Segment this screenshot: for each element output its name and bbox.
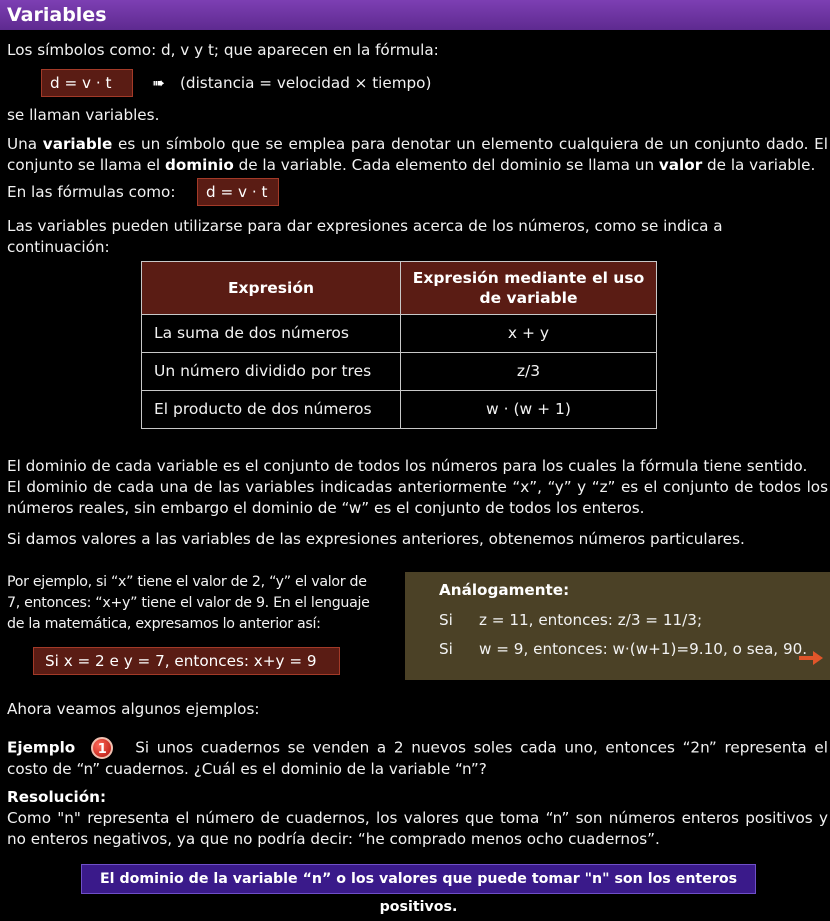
variable-definition: Una variable es un símbolo que se emplea para denotar un elemento cualquiera de un conjunto dado. El conjunto se llama el dominio de la variable. Cada elemento del dominio se llama un valor de la variable. (7, 135, 828, 174)
formulas-label: En las fórmulas como: (7, 183, 176, 201)
table-row (142, 353, 657, 391)
term-variable: variable (42, 135, 113, 153)
example-number-badge: 1 (91, 737, 113, 759)
conclusion-box: El dominio de la variable “n” o los valores que puede tomar "n" son los enteros positivos. (81, 864, 756, 894)
next-arrow-icon (798, 650, 824, 666)
domain-text-1: El dominio de cada variable es el conjunto de todos los números para los cuales la fórmula tiene sentido. (7, 457, 808, 475)
table-header: Expresión mediante el uso de variable (401, 262, 657, 315)
table-cell: w · (w + 1) (401, 391, 657, 429)
analog-row: Si z = 11, entonces: z/3 = 11/3; (439, 611, 703, 629)
page-title: Variables (0, 0, 830, 30)
table-row (142, 391, 657, 429)
ejemplo-label: Ejemplo (7, 738, 76, 757)
values-text: Si damos valores a las variables de las expresiones anteriores, obtenemos números particulares. (7, 530, 745, 548)
table-header: Expresión (142, 262, 401, 315)
resolucion-text: Como "n" representa el número de cuadernos, los valores que toma “n” son números enteros positivos y no enteros negativos, ya que no podría decir: “he comprado menos ocho cuadernos”. (7, 809, 828, 848)
term-valor: valor (658, 156, 703, 174)
arrow-icon: ➠ (152, 74, 165, 92)
examples-intro: Ahora veamos algunos ejemplos: (7, 700, 260, 718)
analog-panel (405, 572, 830, 680)
intro-text: Los símbolos como: d, v y t; que aparecen en la fórmula: (7, 41, 439, 59)
analog-heading: Análogamente: (439, 581, 570, 599)
example-box: Si x = 2 e y = 7, entonces: x+y = 9 (33, 647, 340, 675)
example-1: Ejemplo 1 Si unos cuadernos se venden a 2 nuevos soles cada uno, entonces “2n” representa el costo de “n” cuadernos. ¿Cuál es el dominio de la variable “n”? (7, 738, 828, 778)
table-row (142, 315, 657, 353)
usage-text: Las variables pueden utilizarse para dar expresiones acerca de los números, como se indica a continuación: (7, 217, 723, 256)
domain-text-2: El dominio de cada una de las variables indicadas anteriormente “x”, “y” y “z” es el conjunto de todos los números reales, sin embargo el dominio de “w” es el conjunto de todos los enteros. (7, 478, 828, 517)
table-cell: El producto de dos números (142, 391, 401, 429)
table-header-row (142, 262, 657, 315)
formula-box-2: d = v · t (197, 178, 279, 206)
formula-meaning: (distancia = velocidad × tiempo) (180, 74, 432, 92)
example-paragraph: Por ejemplo, si “x” tiene el valor de 2, “y” el valor de 7, entonces: “x+y” tiene el valor de 9. En el lenguaje de la matemática, expresamos lo anterior así: (7, 574, 370, 632)
analog-row: Si w = 9, entonces: w·(w+1)=9.10, o sea, 90. (439, 640, 808, 658)
table-cell: z/3 (401, 353, 657, 391)
table-cell: La suma de dos números (142, 315, 401, 353)
table-cell: Un número dividido por tres (142, 353, 401, 391)
table-cell: x + y (401, 315, 657, 353)
formula-box: d = v · t (41, 69, 133, 97)
resolucion-label: Resolución: (7, 788, 107, 806)
intro-text-2: se llaman variables. (7, 106, 160, 124)
term-dominio: dominio (164, 156, 234, 174)
expressions-table (141, 261, 657, 429)
